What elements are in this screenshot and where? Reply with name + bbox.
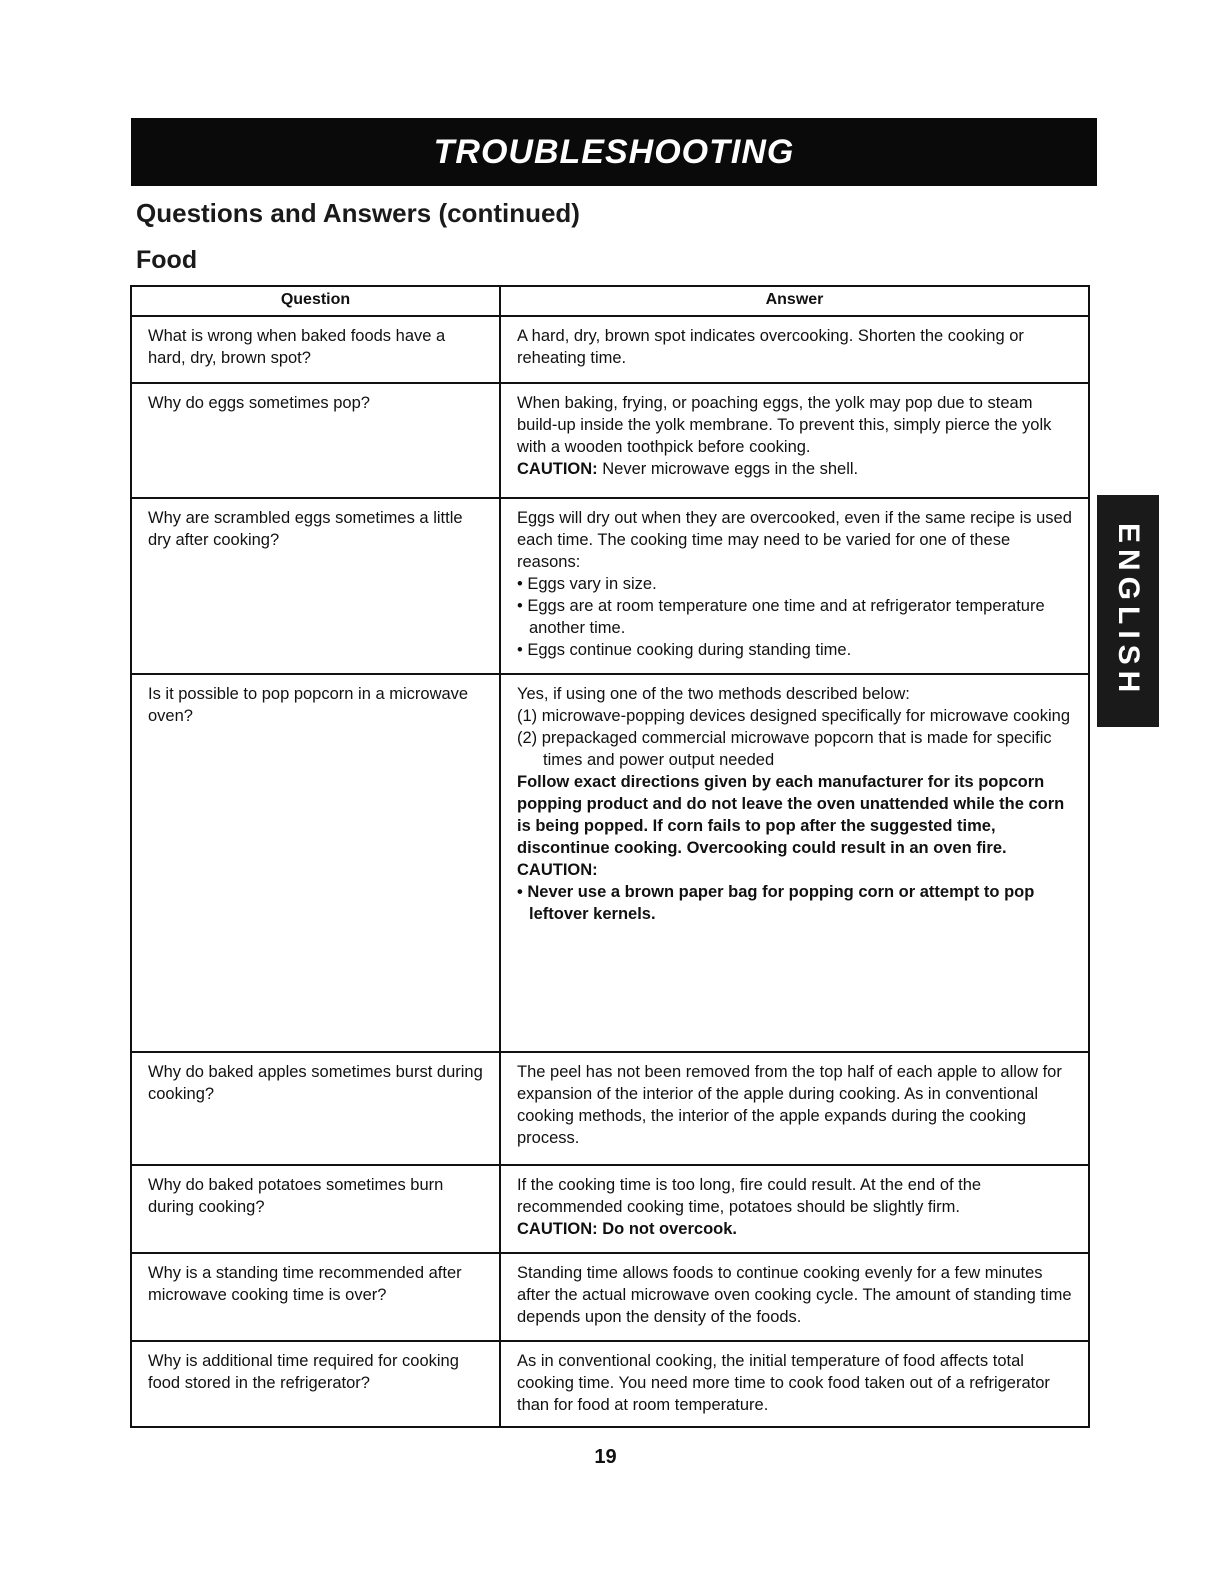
question-cell: Why do eggs sometimes pop?: [132, 384, 501, 497]
answer-text: If the cooking time is too long, fire could result. At the end of the recommended cooking time, potatoes should be slightly firm.: [517, 1176, 982, 1216]
question-cell: Why is additional time required for cooking food stored in the refrigerator?: [132, 1342, 501, 1426]
table-header: [132, 287, 1088, 317]
page-number: 19: [594, 1446, 617, 1468]
header-answer: Answer: [765, 291, 824, 308]
language-tab-label: ENGLISH: [1112, 523, 1145, 699]
answer-cell: As in conventional cooking, the initial temperature of food affects total cooking time. You need more time to cook food taken out of a refrigerator than for food at room temperature.: [517, 1352, 1050, 1414]
language-tab: [1097, 495, 1159, 727]
question-cell: Why do baked potatoes sometimes burn during cooking?: [132, 1166, 501, 1252]
caution-text: Never microwave eggs in the shell.: [597, 460, 859, 478]
answer-cell: [501, 1166, 1088, 1252]
list-item: • Eggs vary in size.: [517, 575, 657, 593]
table-row: [132, 317, 1088, 384]
answer-text: When baking, frying, or poaching eggs, the yolk may pop due to steam build-up inside the yolk membrane. To prevent this, simply pierce the yolk with a wooden toothpick before cooking.: [517, 394, 1052, 456]
table-row: [132, 1053, 1088, 1166]
section-title: Food: [136, 246, 198, 274]
question-cell: What is wrong when baked foods have a hard, dry, brown spot?: [132, 317, 501, 382]
answer-text: Eggs will dry out when they are overcooked, even if the same recipe is used each time. The cooking time may need to be varied for one of these reasons:: [517, 509, 1072, 571]
question-cell: Why do baked apples sometimes burst during cooking?: [132, 1053, 501, 1164]
table-row: [132, 384, 1088, 499]
table-row: [132, 675, 1088, 1053]
table-row: [132, 499, 1088, 675]
header-question: Question: [132, 287, 501, 315]
caution-label: CAUTION:: [517, 861, 598, 879]
answer-cell: [501, 499, 1088, 673]
answer-cell: Standing time allows foods to continue cooking evenly for a few minutes after the actual microwave oven cooking cycle. The amount of standing time depends upon the density of the foods.: [517, 1264, 1072, 1326]
answer-cell: [501, 384, 1088, 497]
caution-label: CAUTION:: [517, 460, 598, 478]
question-cell: Why is a standing time recommended after microwave cooking time is over?: [132, 1254, 501, 1340]
question-cell: Why are scrambled eggs sometimes a little dry after cooking?: [132, 499, 501, 673]
answer-text: Yes, if using one of the two methods described below:: [517, 685, 910, 703]
answer-cell: The peel has not been removed from the top half of each apple to allow for expansion of the interior of the apple during cooking. As in conventional cooking methods, the interior of the apple expands during the cooking process.: [517, 1063, 1062, 1147]
list-item: • Eggs are at room temperature one time and at refrigerator temperature another time.: [517, 597, 1045, 637]
page-title: Questions and Answers (continued): [136, 198, 580, 228]
list-item: • Eggs continue cooking during standing time.: [517, 641, 852, 659]
caution-line: [517, 458, 1074, 480]
table-row: [132, 1254, 1088, 1342]
qa-table: [130, 285, 1090, 1428]
answer-cell: A hard, dry, brown spot indicates overcooking. Shorten the cooking or reheating time.: [517, 327, 1024, 367]
page-banner: TROUBLESHOOTING: [131, 118, 1097, 186]
list-item: • Never use a brown paper bag for popping corn or attempt to pop leftover kernels.: [517, 883, 1035, 923]
caution-line: CAUTION: Do not overcook.: [517, 1220, 738, 1238]
table-row: [132, 1342, 1088, 1426]
answer-cell: [501, 675, 1088, 1051]
list-item: (1) microwave-popping devices designed specifically for microwave cooking: [517, 707, 1070, 725]
warning-text: Follow exact directions given by each manufacturer for its popcorn popping product and do not leave the oven unattended while the corn is being popped. If corn fails to pop after the suggested time, discontinue cooking. Overcooking could result in an oven fire.: [517, 773, 1065, 857]
table-row: [132, 1166, 1088, 1254]
list-item: (2) prepackaged commercial microwave popcorn that is made for specific times and power output needed: [517, 729, 1052, 769]
question-cell: Is it possible to pop popcorn in a microwave oven?: [132, 675, 501, 1051]
